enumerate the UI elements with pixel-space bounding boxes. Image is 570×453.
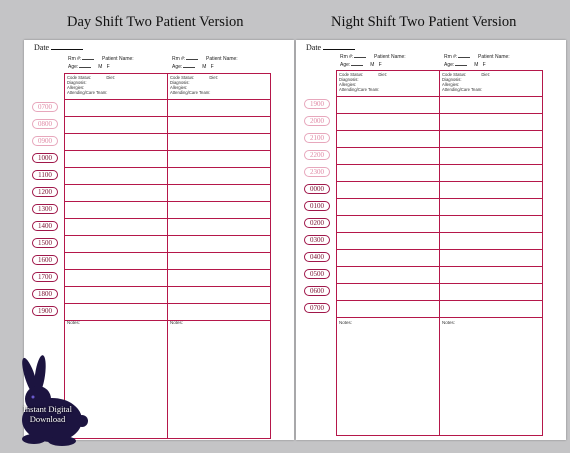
room-label-1 (68, 56, 94, 62)
code-status-label: Code Status: (442, 72, 467, 77)
sex-m: M (370, 62, 375, 68)
night-shift-page (296, 40, 566, 440)
sex-m: M (474, 62, 479, 68)
time-slot-1500: 1500 (32, 238, 58, 248)
time-slot-1000: 1000 (32, 153, 58, 163)
room-text: Rm #: (172, 56, 186, 62)
date-line (51, 49, 83, 50)
patient-info-2 (440, 71, 540, 96)
grid-row-line (337, 215, 542, 216)
time-slot-2000: 2000 (304, 116, 330, 126)
attending-label: Attending/Care Team: (442, 87, 483, 92)
time-slot-0300: 0300 (304, 235, 330, 245)
room-line (186, 59, 198, 60)
diet-label: Diet: (209, 75, 218, 80)
sex-f: F (106, 64, 110, 70)
grid-row-line (337, 130, 542, 131)
grid-row-line (337, 317, 542, 318)
grid-row-line (337, 96, 542, 97)
code-status-label: Code Status: (170, 75, 195, 80)
grid-row-line (337, 181, 542, 182)
grid-row-line (65, 252, 270, 253)
patient-info-1 (65, 74, 165, 99)
grid-row-line (65, 235, 270, 236)
time-slot-2100: 2100 (304, 133, 330, 143)
time-slot-0400: 0400 (304, 252, 330, 262)
grid-row-line (65, 184, 270, 185)
badge-line-2: Download (29, 414, 66, 424)
diagnosis-label: Diagnosis: (442, 77, 462, 82)
grid-row-line (337, 300, 542, 301)
age-line (455, 65, 467, 66)
attending-label: Attending/Care Team: (339, 87, 380, 92)
date-field (306, 43, 355, 52)
age-label-2 (172, 64, 214, 70)
grid-row-line (337, 164, 542, 165)
room-label-2 (444, 54, 470, 60)
sex-f: F (378, 62, 382, 68)
patient-info-2 (168, 74, 268, 99)
time-slot-0600: 0600 (304, 286, 330, 296)
room-text: Rm #: (340, 54, 354, 60)
room-line (82, 59, 94, 60)
time-slot-0700: 0700 (32, 102, 58, 112)
room-line (458, 57, 470, 58)
sex-m: M (202, 64, 207, 70)
diet-label: Diet: (106, 75, 115, 80)
time-slot-0000: 0000 (304, 184, 330, 194)
grid-row-line (65, 99, 270, 100)
notes-label-2: Notes: (442, 320, 456, 325)
night-shift-title: Night Shift Two Patient Version (331, 14, 517, 30)
attending-label: Attending/Care Team: (67, 90, 108, 95)
time-slot-0800: 0800 (32, 119, 58, 129)
sex-m: M (98, 64, 103, 70)
patient-name-label-1: Patient Name: (102, 56, 134, 62)
age-text: Age: (68, 64, 79, 70)
time-slot-1200: 1200 (32, 187, 58, 197)
grid-row-line (65, 150, 270, 151)
grid-row-line (65, 218, 270, 219)
grid-row-line (337, 147, 542, 148)
grid-row-line (65, 167, 270, 168)
time-slot-1900: 1900 (32, 306, 58, 316)
time-slot-1700: 1700 (32, 272, 58, 282)
grid-row-line (65, 116, 270, 117)
grid-row-line (337, 232, 542, 233)
time-slot-0900: 0900 (32, 136, 58, 146)
grid-row-line (65, 133, 270, 134)
column-divider (439, 71, 440, 435)
time-slot-2300: 2300 (304, 167, 330, 177)
sex-f: F (482, 62, 486, 68)
allergies-label: Allergies: (170, 85, 188, 90)
day-schedule-grid (64, 73, 271, 439)
grid-row-line (337, 113, 542, 114)
room-label-2 (172, 56, 198, 62)
grid-row-line (337, 283, 542, 284)
bunny-badge (0, 355, 95, 448)
sex-f: F (210, 64, 214, 70)
time-slot-1600: 1600 (32, 255, 58, 265)
attending-label: Attending/Care Team: (170, 90, 211, 95)
allergies-label: Allergies: (442, 82, 460, 87)
bunny-silhouette-icon (0, 355, 95, 448)
age-line (183, 67, 195, 68)
night-schedule-grid (336, 70, 543, 436)
notes-label-2: Notes: (170, 320, 184, 325)
grid-row-line (337, 266, 542, 267)
time-slot-1900: 1900 (304, 99, 330, 109)
grid-row-line (337, 198, 542, 199)
notes-label-1: Notes: (339, 320, 353, 325)
patient-name-label-1: Patient Name: (374, 54, 406, 60)
allergies-label: Allergies: (67, 85, 85, 90)
diagnosis-label: Diagnosis: (170, 80, 190, 85)
age-text: Age: (444, 62, 455, 68)
age-label-1 (68, 64, 110, 70)
diagnosis-label: Diagnosis: (67, 80, 87, 85)
time-slot-0100: 0100 (304, 201, 330, 211)
time-slot-0200: 0200 (304, 218, 330, 228)
date-field (34, 43, 83, 52)
column-divider (167, 74, 168, 438)
room-label-1 (340, 54, 366, 60)
age-text: Age: (340, 62, 351, 68)
room-text: Rm #: (444, 54, 458, 60)
diet-label: Diet: (378, 72, 387, 77)
date-label: Date (306, 43, 322, 52)
grid-row-line (65, 303, 270, 304)
grid-row-line (65, 320, 270, 321)
time-slot-0700: 0700 (304, 303, 330, 313)
room-line (354, 57, 366, 58)
time-slot-1400: 1400 (32, 221, 58, 231)
age-line (351, 65, 363, 66)
time-slot-1800: 1800 (32, 289, 58, 299)
day-shift-title: Day Shift Two Patient Version (67, 14, 244, 30)
allergies-label: Allergies: (339, 82, 357, 87)
time-slot-1300: 1300 (32, 204, 58, 214)
patient-name-label-2: Patient Name: (478, 54, 510, 60)
notes-label-1: Notes: (67, 320, 81, 325)
room-text: Rm #: (68, 56, 82, 62)
grid-row-line (65, 269, 270, 270)
age-line (79, 67, 91, 68)
patient-info-1 (337, 71, 437, 96)
grid-row-line (337, 249, 542, 250)
diet-label: Diet: (481, 72, 490, 77)
code-status-label: Code Status: (339, 72, 364, 77)
age-label-1 (340, 62, 382, 68)
time-slot-0500: 0500 (304, 269, 330, 279)
time-slot-1100: 1100 (32, 170, 58, 180)
age-text: Age: (172, 64, 183, 70)
code-status-label: Code Status: (67, 75, 92, 80)
time-slot-2200: 2200 (304, 150, 330, 160)
grid-row-line (65, 201, 270, 202)
date-label: Date (34, 43, 50, 52)
date-line (323, 49, 355, 50)
grid-row-line (65, 286, 270, 287)
age-label-2 (444, 62, 486, 68)
badge-line-1: Instant Digital (23, 404, 72, 414)
diagnosis-label: Diagnosis: (339, 77, 359, 82)
patient-name-label-2: Patient Name: (206, 56, 238, 62)
